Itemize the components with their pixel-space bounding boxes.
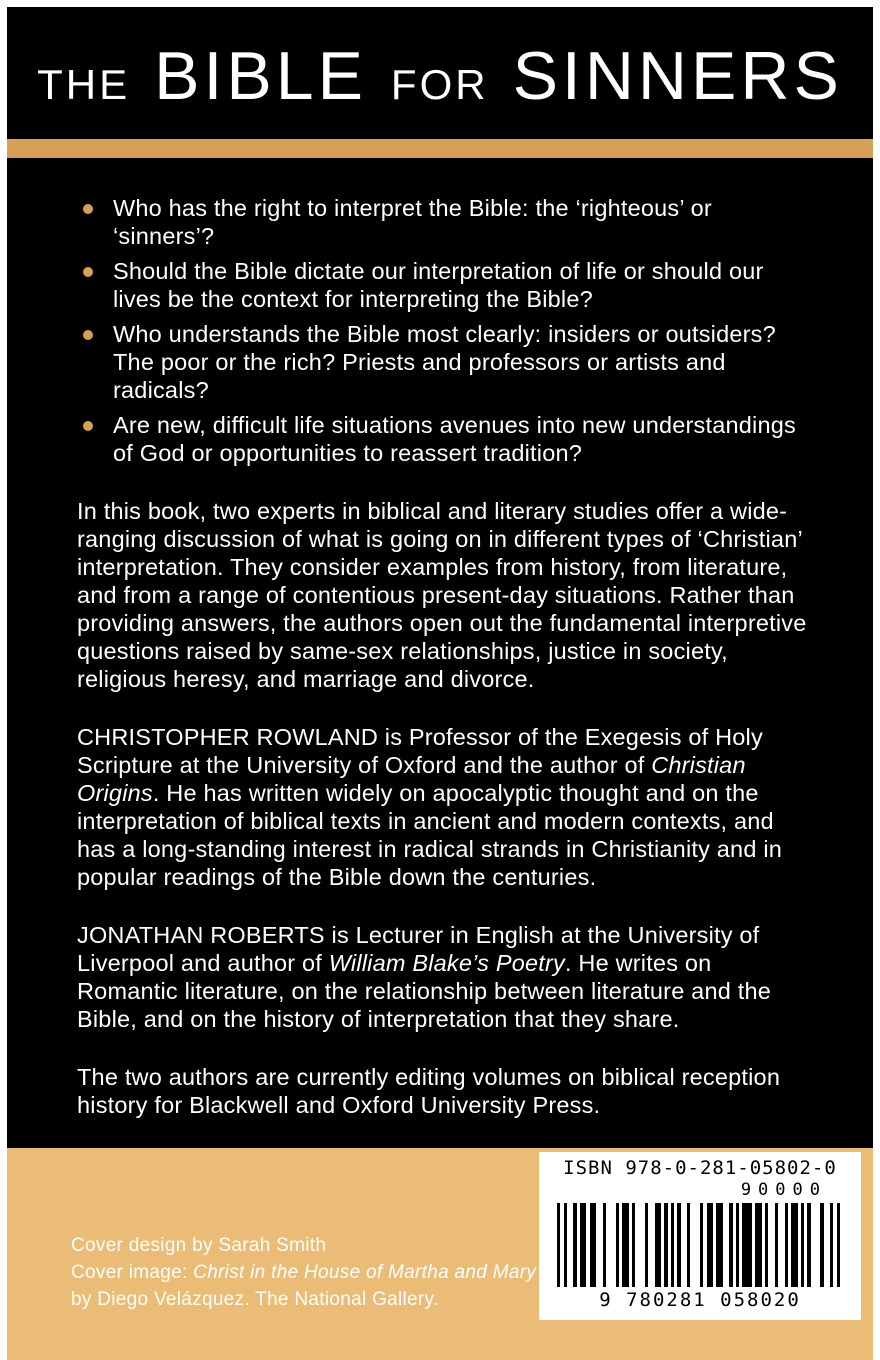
author-bio-roberts: JONATHAN ROBERTS is Lecturer in English at the University of Liverpool and author of William Blake’s Poetry. He writes on Romantic literature, on the relationship between literature and the Bible, and on the history of interpretation that they share. — [77, 922, 771, 1032]
bullet-item — [77, 411, 815, 467]
credit-line-image: Cover image: Christ in the House of Martha and Mary — [71, 1262, 537, 1283]
book-back-cover — [7, 7, 873, 1360]
bullet-item — [77, 320, 815, 404]
accent-stripe — [7, 139, 873, 158]
title-word-for: FOR — [390, 61, 489, 108]
credit-line-artist: by Diego Velázquez. The National Gallery. — [71, 1289, 439, 1310]
back-cover-text — [7, 158, 873, 1119]
book-title — [7, 7, 873, 139]
barcode-addon-code: 90000 — [740, 1180, 827, 1200]
footer-band — [7, 1148, 873, 1360]
author-bio-rowland: CHRISTOPHER ROWLAND is Professor of the Exegesis of Holy Scripture at the University of Oxford and the author of Christian Origins. He has written widely on apocalyptic thought and on the interpretation of biblical texts in ancient and modern contexts, and has a long-standing interest in radical strands in Christianity and in popular readings of the Bible down the centuries. — [77, 724, 783, 890]
barcode-bars — [557, 1203, 843, 1287]
bullet-dot-icon — [83, 330, 93, 340]
bullet-text: Who has the right to interpret the Bible: the ‘righteous’ or ‘sinners’? — [113, 195, 712, 249]
barcode-block — [539, 1152, 861, 1320]
bullet-item — [77, 257, 815, 313]
closing-paragraph: The two authors are currently editing volumes on biblical reception history for Blackwell and Oxford University Press. — [77, 1064, 781, 1118]
isbn-label: ISBN 978-0-281-05802-0 — [563, 1157, 837, 1179]
bullet-text: Are new, difficult life situations avenues into new understandings of God or opportunities to reassert tradition? — [113, 412, 796, 466]
bullet-list — [77, 194, 815, 467]
title-word-the: THE — [37, 61, 131, 108]
credit-line-design: Cover design by Sarah Smith — [71, 1235, 327, 1256]
synopsis-paragraph: In this book, two experts in biblical and literary studies offer a wide-ranging discussion of what is going on in different types of ‘Christian’ interpretation. They consider examples from history, from literature, and from a range of contentious present-day situations. Rather than providing answers, the authors open out the fundamental interpretive questions raised by same-sex relationships, justice in society, religious heresy, and marriage and divorce. — [77, 498, 807, 692]
bullet-dot-icon — [83, 421, 93, 431]
bullet-dot-icon — [83, 204, 93, 214]
bullet-item — [77, 194, 815, 250]
barcode-number: 9 780281 058020 — [599, 1289, 801, 1311]
title-word-sinners: SINNERS — [512, 38, 843, 114]
bullet-text: Should the Bible dictate our interpretation of life or should our lives be the context for interpreting the Bible? — [113, 258, 764, 312]
cover-credits — [71, 1232, 536, 1313]
bullet-text: Who understands the Bible most clearly: insiders or outsiders? The poor or the rich? Priests and professors or artists and radicals? — [113, 321, 776, 403]
bullet-dot-icon — [83, 267, 93, 277]
title-word-bible: BIBLE — [154, 38, 367, 114]
